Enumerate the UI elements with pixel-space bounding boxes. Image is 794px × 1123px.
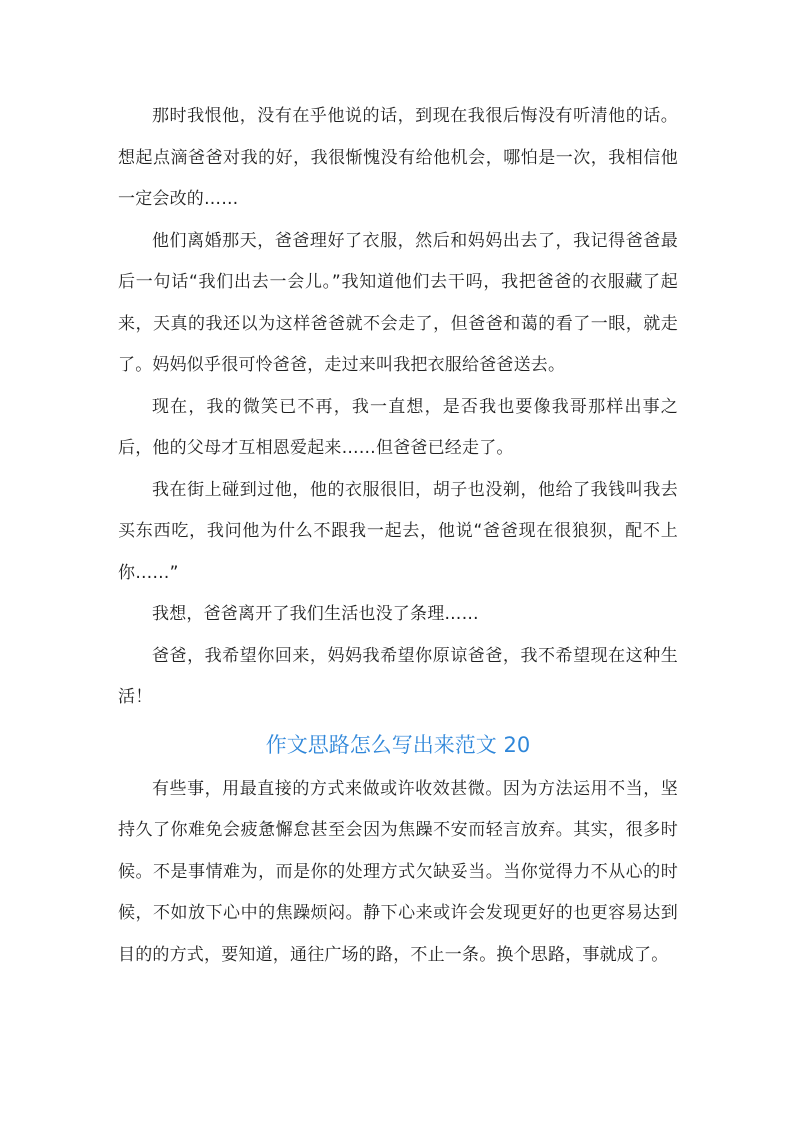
paragraph-6: 爸爸，我希望你回来，妈妈我希望你原谅爸爸，我不希望现在这种生活！	[118, 645, 678, 707]
document-page	[118, 96, 678, 976]
paragraph-3: 现在，我的微笑已不再，我一直想，是否我也要像我哥那样出事之后，他的父母才互相恩爱起来……但爸爸已经走了。	[118, 396, 678, 458]
section-heading: 作文思路怎么写出来范文 20	[265, 732, 531, 757]
paragraph-4: 我在街上碰到过他，他的衣服很旧，胡子也没剃，他给了我钱叫我去买东西吃，我问他为什么不跟我一起去，他说“爸爸现在很狼狈，配不上你……”	[118, 479, 678, 583]
paragraph-1: 那时我恨他，没有在乎他说的话，到现在我很后悔没有听清他的话。想起点滴爸爸对我的好，我很惭愧没有给他机会，哪怕是一次，我相信他一定会改的……	[118, 106, 678, 209]
paragraph-7: 有些事，用最直接的方式来做或许收效甚微。因为方法运用不当，坚持久了你难免会疲惫懈怠甚至会因为焦躁不安而轻言放弃。其实，很多时候。不是事情难为，而是你的处理方式欠缺妥当。当你觉得力不从心的时候，不如放下心中的焦躁烦闷。静下心来或许会发现更好的也更容易达到目的的方式，要知道，通往广场的路，不止一条。换个思路，事就成了。	[118, 778, 678, 965]
paragraph-2: 他们离婚那天，爸爸理好了衣服，然后和妈妈出去了，我记得爸爸最后一句话“我们出去一会儿。”我知道他们去干吗，我把爸爸的衣服藏了起来，天真的我还以为这样爸爸就不会走了，但爸爸和蔼的看了一眼，就走了。妈妈似乎很可怜爸爸，走过来叫我把衣服给爸爸送去。	[118, 230, 678, 375]
paragraph-5: 我想，爸爸离开了我们生活也没了条理……	[152, 604, 479, 624]
